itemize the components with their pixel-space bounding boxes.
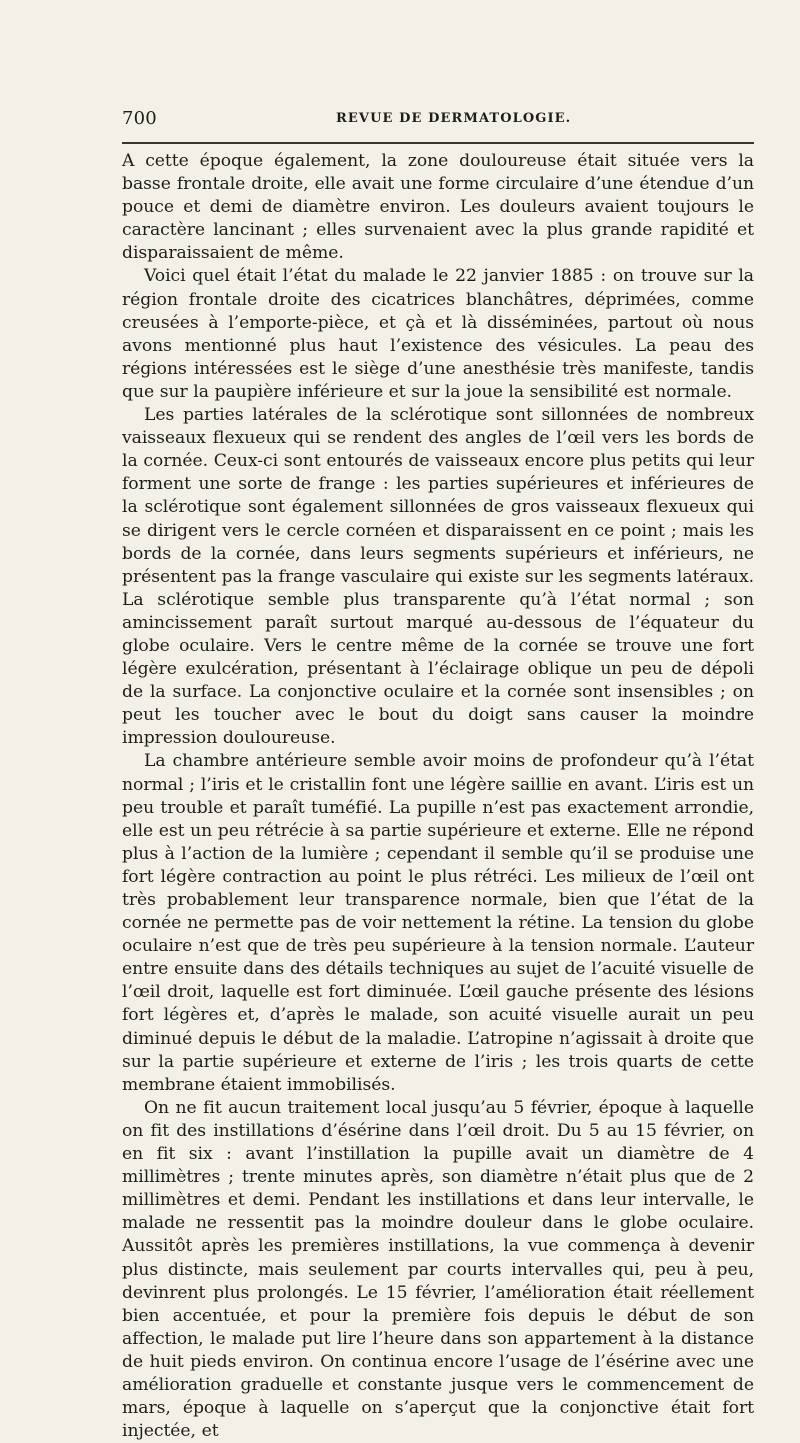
page-number: 700 (122, 108, 157, 129)
running-head (122, 108, 754, 136)
journal-title: REVUE DE DERMATOLOGIE. (336, 111, 572, 126)
paragraph-4: La chambre antérieure semble avoir moins de profondeur qu’à l’état normal ; l’iris et le cristallin font une légère saillie en avant. L’iris est un peu trouble et paraît tuméfié. La pupille n’est pas exactement arrondie, elle est un peu rétrécie à sa partie supérieure et externe. Elle ne répond plus à l’action de la lumière ; cependant il semble qu’il se produise une fort légère contraction au point le plus rétréci. Les milieux de l’œil ont très probablement leur transparence normale, bien que l’état de la cornée ne permette pas de voir nettement la rétine. La tension du globe oculaire n’est que de très peu supérieure à la tension normale. L’auteur entre ensuite dans des détails techniques au sujet de l’acuité visuelle de l’œil droit, laquelle est fort diminuée. L’œil gauche présente des lésions fort légères et, d’après le malade, son acuité visuelle aurait un peu diminué depuis le début de la maladie. L’atropine n’agissait à droite que sur la partie supérieure et externe de l’iris ; les trois quarts de cette membrane étaient immobilisés. (122, 751, 754, 1095)
paragraph-2: Voici quel était l’état du malade le 22 janvier 1885 : on trouve sur la région frontale droite des cicatrices blanchâtres, déprimées, comme creusées à l’emporte-pièce, et çà et là disséminées, partout où nous avons mentionné plus haut l’existence des vésicules. La peau des régions intéressées est le siège d’une anesthésie très manifeste, tandis que sur la paupière inférieure et sur la joue la sensibilité est normale. (122, 266, 754, 402)
body-text (122, 150, 754, 1443)
paragraph-1: A cette époque également, la zone douloureuse était située vers la basse frontale droite, elle avait une forme circulaire d’une étendue d’un pouce et demi de diamètre environ. Les douleurs avaient toujours le caractère lancinant ; elles survenaient avec la plus grande rapidité et disparaissaient de même. (122, 151, 754, 264)
header-rule (122, 142, 754, 144)
paragraph-5: On ne fit aucun traitement local jusqu’au 5 février, époque à laquelle on fit des instillations d’ésérine dans l’œil droit. Du 5 au 15 février, on en fit six : avant l’instillation la pupille avait un diamètre de 4 millimètres ; trente minutes après, son diamètre n’était plus que de 2 millimètres et demi. Pendant les instillations et dans leur intervalle, le malade ne ressentit pas la moindre douleur dans le globe oculaire. Aussitôt après les premières instillations, la vue commença à devenir plus distincte, mais seulement par courts intervalles qui, peu à peu, devinrent plus prolongés. Le 15 février, l’amélioration était réellement bien accentuée, et pour la première fois depuis le début de son affection, le malade put lire l’heure dans son appartement à la distance de huit pieds environ. On continua encore l’usage de l’ésérine avec une amélioration graduelle et constante jusque vers le commencement de mars, époque à laquelle on s’aperçut que la conjonctive était fort injectée, et (122, 1097, 754, 1442)
paragraph-3: Les parties latérales de la sclérotique sont sillonnées de nombreux vaisseaux flexueux qui se rendent des angles de l’œil vers les bords de la cornée. Ceux-ci sont entourés de vaisseaux encore plus petits qui leur forment une sorte de frange : les parties supérieures et inférieures de la sclérotique sont également sillonnées de gros vaisseaux flexueux qui se dirigent vers le cercle cornéen et disparaissent en ce point ; mais les bords de la cornée, dans leurs segments supérieurs et inférieurs, ne présentent pas la frange vasculaire qui existe sur les segments latéraux. La sclérotique semble plus transparente qu’à l’état normal ; son amincissement paraît surtout marqué au-dessous de l’équateur du globe oculaire. Vers le centre même de la cornée se trouve une fort légère exulcération, présentant à l’éclairage oblique un peu de dépoli de la surface. La conjonctive oculaire et la cornée sont insensibles ; on peut les toucher avec le bout du doigt sans causer la moindre impression douloureuse. (122, 405, 754, 749)
